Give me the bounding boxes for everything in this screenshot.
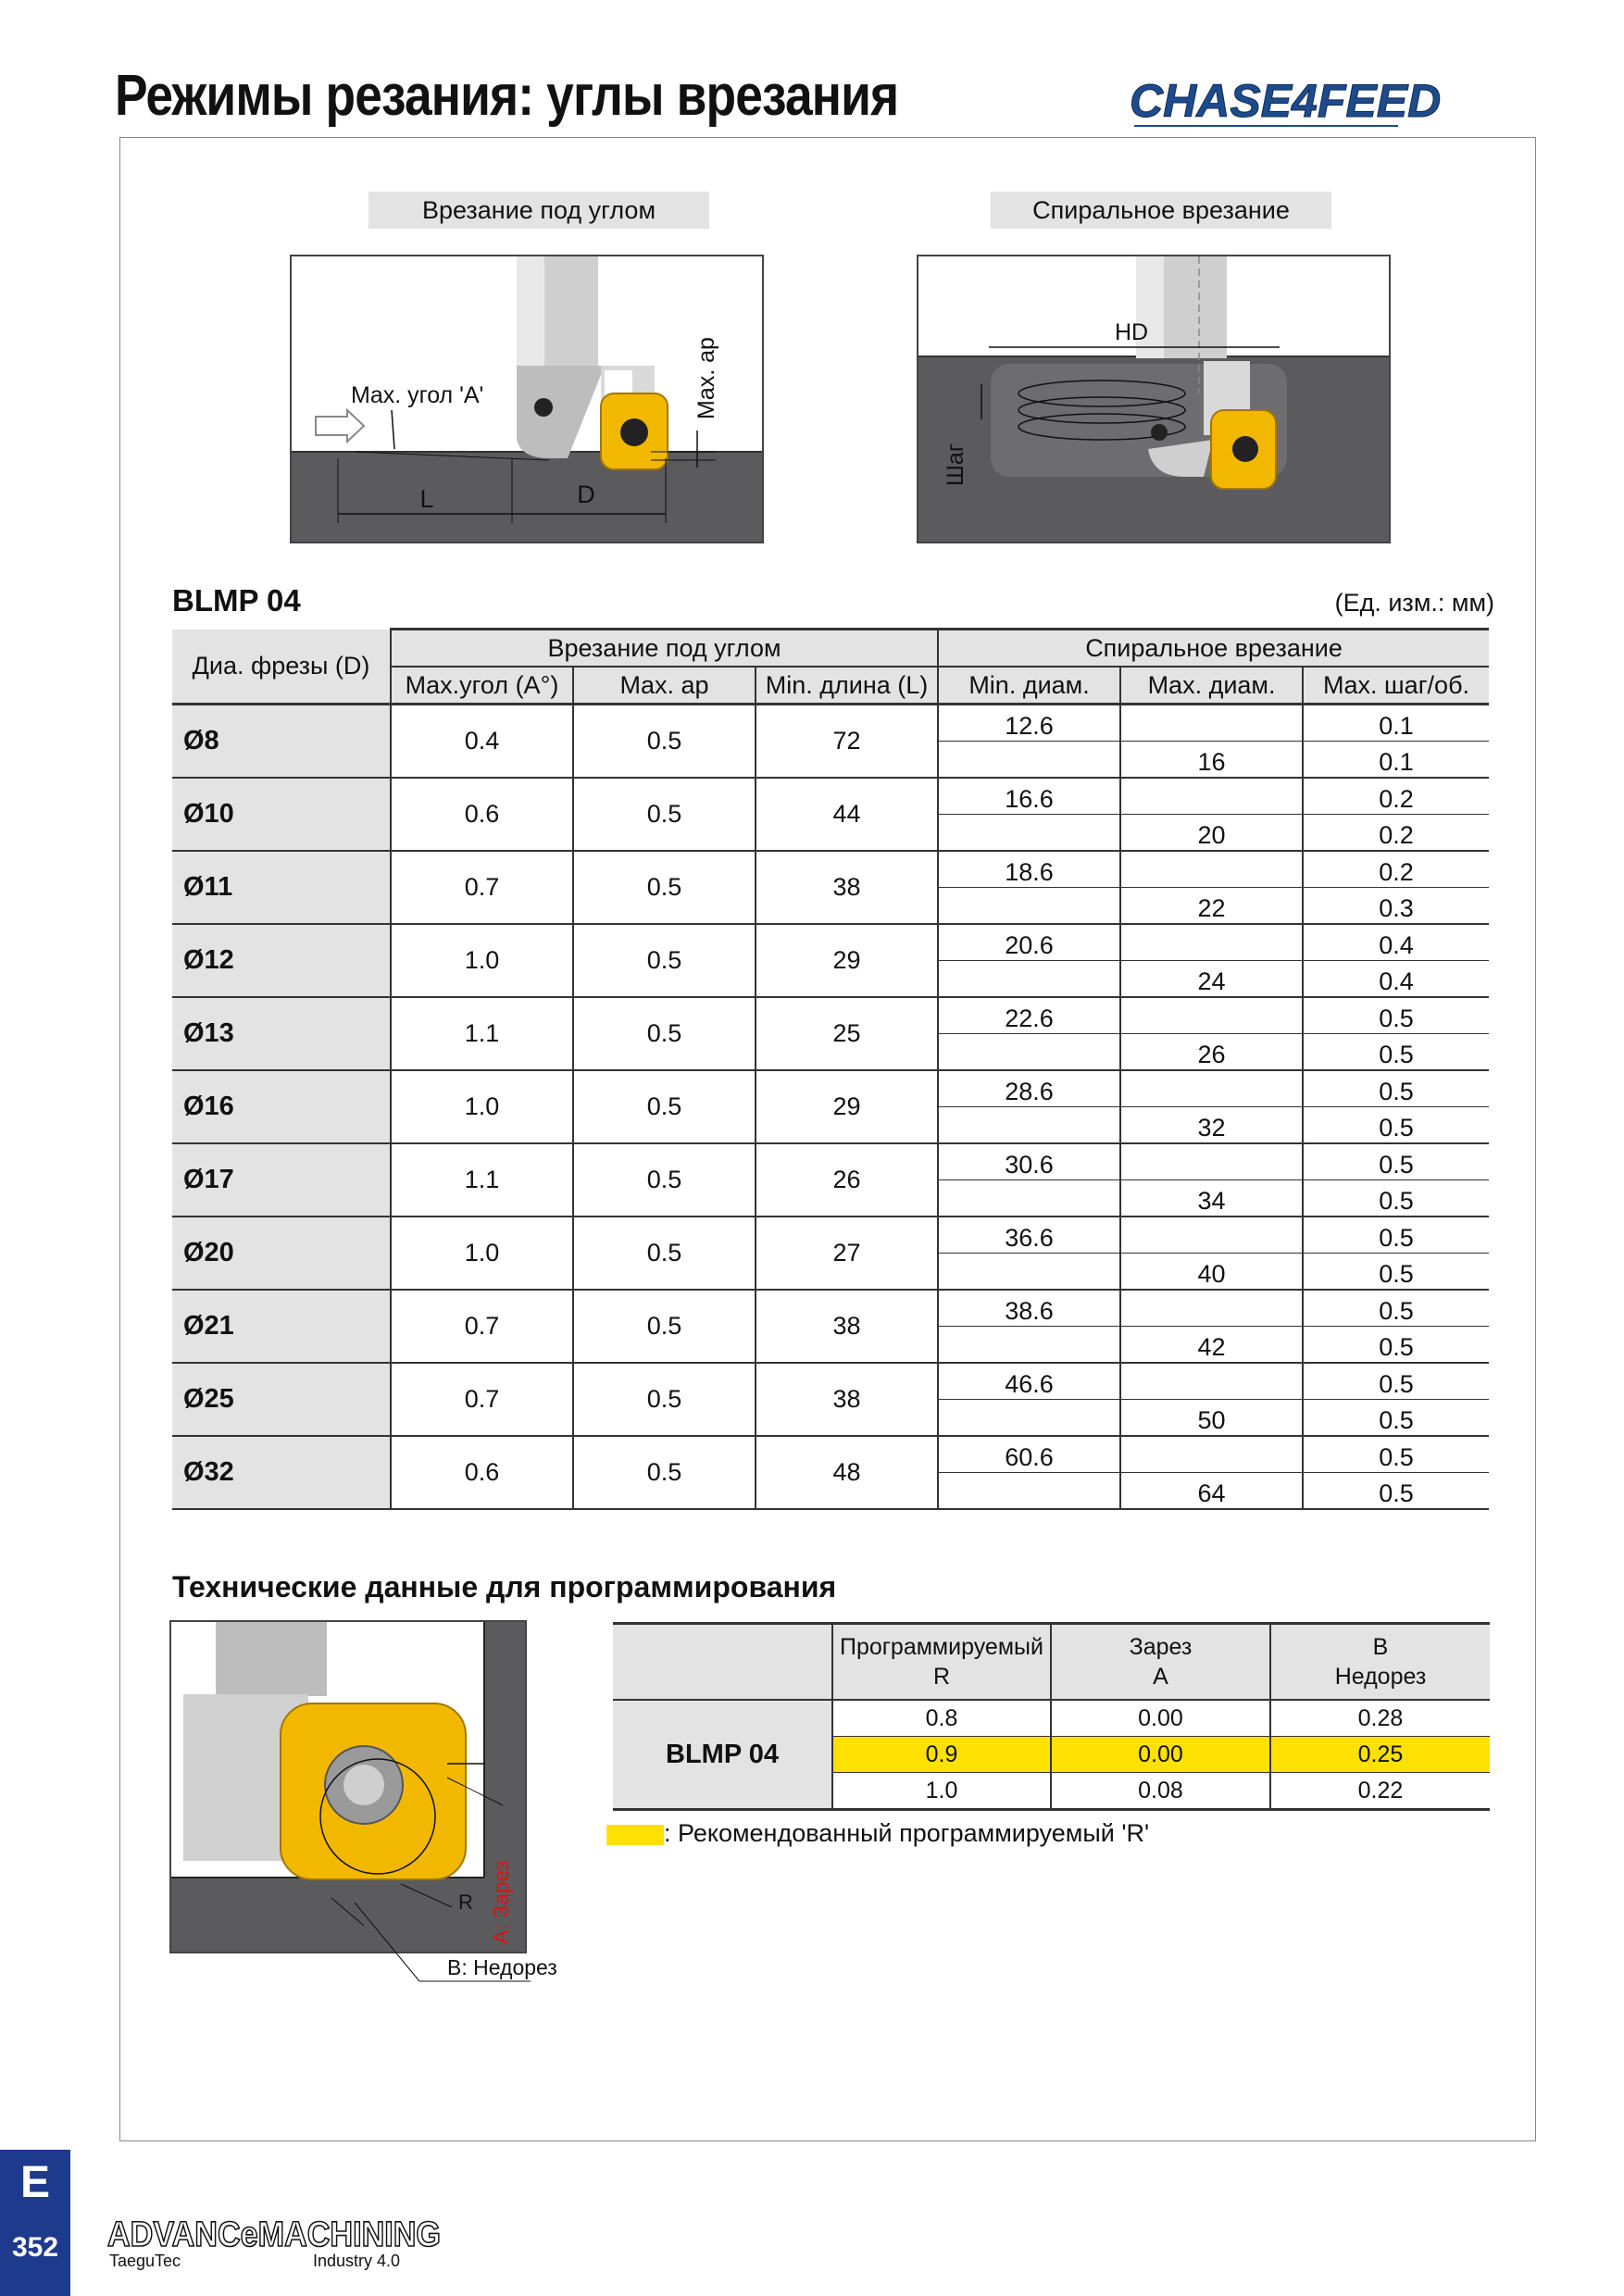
min-dia-empty-cell (938, 1180, 1120, 1217)
legend-swatch (606, 1825, 664, 1845)
max-dia-cell: 32 (1120, 1107, 1303, 1144)
max-angle-cell: 1.0 (391, 924, 573, 997)
table-row (172, 1143, 1489, 1180)
unit-label: (Ед. изм.: мм) (1334, 589, 1494, 617)
dia-cell: Ø10 (172, 778, 391, 851)
table-model: BLMP 04 (172, 583, 301, 618)
min-dia-empty-cell (938, 1034, 1120, 1071)
min-length-cell: 38 (756, 851, 938, 924)
dia-cell: Ø11 (172, 851, 391, 924)
max-dia-cell: 24 (1120, 961, 1303, 998)
min-length-cell: 44 (756, 778, 938, 851)
dia-cell: Ø13 (172, 997, 391, 1070)
max-dia-cell: 16 (1120, 742, 1303, 779)
pitch-label: Шаг (943, 443, 968, 486)
ramp-caption: Врезание под углом (369, 192, 709, 229)
min-dia-empty-cell (938, 888, 1120, 925)
min-dia-cell: 16.6 (938, 778, 1120, 815)
max-dia-cell: 22 (1120, 888, 1303, 925)
min-dia-empty-cell (938, 961, 1120, 998)
brand-right-text: Industry 4.0 (313, 2252, 401, 2270)
dia-cell: Ø12 (172, 924, 391, 997)
table-row (172, 851, 1489, 888)
pitch-cell: 0.5 (1303, 1400, 1489, 1437)
max-dia-empty-cell (1120, 778, 1303, 815)
prog-r-cell: 0.8 (832, 1700, 1051, 1737)
prog-r-cell: 0.9 (832, 1737, 1051, 1773)
pitch-cell: 0.2 (1303, 778, 1489, 815)
max-dia-empty-cell (1120, 1217, 1303, 1254)
cutting-data-table (172, 628, 1489, 1510)
pitch-cell: 0.5 (1303, 1363, 1489, 1400)
max-angle-cell: 0.6 (391, 778, 573, 851)
max-dia-empty-cell (1120, 851, 1303, 888)
min-dia-cell: 60.6 (938, 1436, 1120, 1473)
section-letter: E (19, 2158, 50, 2207)
pitch-cell: 0.1 (1303, 742, 1489, 779)
pitch-cell: 0.5 (1303, 1070, 1489, 1107)
group-header-helix: Спиральное врезание (938, 630, 1489, 668)
table-row (172, 778, 1489, 815)
prog-b-cell: 0.28 (1270, 1700, 1490, 1737)
hd-label: HD (1114, 319, 1149, 345)
prog-r-cell: 1.0 (832, 1773, 1051, 1810)
pitch-cell: 0.1 (1303, 705, 1489, 742)
min-dia-cell: 18.6 (938, 851, 1120, 888)
min-length-cell: 26 (756, 1143, 938, 1217)
min-length-cell: 38 (756, 1290, 938, 1363)
max-angle-label: Max. угол 'A' (351, 382, 484, 408)
prog-header-b (1270, 1624, 1490, 1701)
pitch-cell: 0.5 (1303, 1254, 1489, 1291)
max-dia-empty-cell (1120, 1070, 1303, 1107)
legend-text: : Рекомендованный программируемый 'R' (664, 1819, 1150, 1847)
dia-cell: Ø20 (172, 1217, 391, 1290)
section-tab (0, 2150, 70, 2296)
pitch-cell: 0.5 (1303, 1217, 1489, 1254)
table-row (172, 1436, 1489, 1473)
min-length-cell: 25 (756, 997, 938, 1070)
max-dia-cell: 34 (1120, 1180, 1303, 1217)
max-dia-empty-cell (1120, 997, 1303, 1034)
max-dia-empty-cell (1120, 1143, 1303, 1180)
dia-cell: Ø16 (172, 1070, 391, 1143)
table-row (172, 1363, 1489, 1400)
max-ap-cell: 0.5 (573, 1070, 756, 1143)
max-ap-cell: 0.5 (573, 705, 756, 779)
min-dia-cell: 38.6 (938, 1290, 1120, 1327)
page-title: Режимы резания: углы врезания (115, 64, 899, 128)
table-row (172, 997, 1489, 1034)
dia-cell: Ø21 (172, 1290, 391, 1363)
programming-table (613, 1622, 1490, 1811)
col-header-min-length: Min. длина (L) (756, 667, 938, 705)
min-dia-cell: 12.6 (938, 705, 1120, 742)
max-dia-empty-cell (1120, 1436, 1303, 1473)
dia-cell: Ø8 (172, 705, 391, 779)
logo-text: CHASE4FEED (1130, 75, 1442, 127)
helix-caption: Спиральное врезание (991, 192, 1331, 229)
min-length-cell: 48 (756, 1436, 938, 1509)
group-header-ramp: Врезание под углом (391, 630, 938, 668)
max-angle-cell: 1.0 (391, 1070, 573, 1143)
pitch-cell: 0.2 (1303, 851, 1489, 888)
cutting-data-body (172, 705, 1489, 1510)
max-dia-empty-cell (1120, 705, 1303, 742)
brand-left-text: TaeguTec (109, 2252, 181, 2270)
prog-header-b-line2: Недорез (1334, 1664, 1427, 1690)
b-label: B: Недорез (447, 1955, 557, 1979)
section-title-programming: Технические данные для программирования (172, 1570, 837, 1603)
col-header-max-angle: Max.угол (A°) (391, 667, 573, 705)
prog-a-cell: 0.08 (1051, 1773, 1270, 1810)
prog-header-r (832, 1624, 1051, 1701)
pitch-cell: 0.5 (1303, 1107, 1489, 1144)
length-label: L (419, 485, 434, 513)
min-length-cell: 27 (756, 1217, 938, 1290)
max-ap-cell: 0.5 (573, 851, 756, 924)
legend (606, 1819, 1149, 1848)
pitch-cell: 0.3 (1303, 888, 1489, 925)
min-dia-empty-cell (938, 1400, 1120, 1437)
max-angle-cell: 0.4 (391, 705, 573, 779)
max-ap-label: Max. ap (693, 337, 719, 419)
table-row (172, 1290, 1489, 1327)
r-label: R (458, 1890, 473, 1914)
pitch-cell: 0.5 (1303, 1473, 1489, 1510)
max-angle-cell: 1.0 (391, 1217, 573, 1290)
prog-header-a (1051, 1624, 1270, 1701)
max-dia-cell: 26 (1120, 1034, 1303, 1071)
max-ap-cell: 0.5 (573, 778, 756, 851)
min-length-cell: 38 (756, 1363, 938, 1436)
max-dia-empty-cell (1120, 924, 1303, 961)
advance-machining-logo (107, 2213, 441, 2268)
max-ap-cell: 0.5 (573, 1290, 756, 1363)
min-dia-cell: 20.6 (938, 924, 1120, 961)
pitch-cell: 0.5 (1303, 1143, 1489, 1180)
chase4feed-logo (1120, 72, 1546, 137)
pitch-cell: 0.5 (1303, 1436, 1489, 1473)
max-dia-cell: 20 (1120, 815, 1303, 852)
max-dia-empty-cell (1120, 1363, 1303, 1400)
diameter-label: D (577, 480, 595, 508)
prog-a-cell: 0.00 (1051, 1700, 1270, 1737)
pitch-cell: 0.5 (1303, 1290, 1489, 1327)
helix-diagram (917, 255, 1391, 543)
max-ap-cell: 0.5 (573, 997, 756, 1070)
brand-main-text: ADVANCeMACHINING (107, 2215, 441, 2254)
min-dia-cell: 30.6 (938, 1143, 1120, 1180)
max-angle-cell: 1.1 (391, 997, 573, 1070)
max-ap-cell: 0.5 (573, 1363, 756, 1436)
max-ap-cell: 0.5 (573, 1217, 756, 1290)
prog-header-r-line1: Программируемый (840, 1634, 1043, 1660)
min-length-cell: 29 (756, 1070, 938, 1143)
prog-model-cell: BLMP 04 (613, 1700, 832, 1810)
col-header-max-ap: Max. ap (573, 667, 756, 705)
max-ap-cell: 0.5 (573, 1143, 756, 1217)
col-header-dia: Диа. фрезы (D) (172, 630, 391, 705)
min-length-cell: 29 (756, 924, 938, 997)
min-dia-empty-cell (938, 1473, 1120, 1510)
min-dia-empty-cell (938, 1254, 1120, 1291)
max-dia-cell: 40 (1120, 1254, 1303, 1291)
min-length-cell: 72 (756, 705, 938, 779)
max-angle-cell: 1.1 (391, 1143, 573, 1217)
max-ap-cell: 0.5 (573, 1436, 756, 1509)
min-dia-empty-cell (938, 742, 1120, 779)
max-angle-cell: 0.7 (391, 851, 573, 924)
prog-b-cell: 0.22 (1270, 1773, 1490, 1810)
prog-header-b-line1: B (1372, 1634, 1389, 1660)
dia-cell: Ø17 (172, 1143, 391, 1217)
min-dia-empty-cell (938, 1107, 1120, 1144)
prog-header-r-line2: R (932, 1664, 951, 1690)
ramp-diagram (290, 255, 764, 543)
max-dia-cell: 42 (1120, 1327, 1303, 1364)
table-row (172, 705, 1489, 742)
col-header-min-dia: Min. диам. (938, 667, 1120, 705)
programming-body (613, 1700, 1490, 1810)
a-label: A: Зарез (489, 1860, 513, 1944)
prog-header-a-line2: A (1153, 1664, 1168, 1690)
max-ap-cell: 0.5 (573, 924, 756, 997)
min-dia-cell: 46.6 (938, 1363, 1120, 1400)
page-number: 352 (11, 2232, 59, 2263)
min-dia-empty-cell (938, 1327, 1120, 1364)
programming-diagram (169, 1620, 557, 1990)
col-header-max-dia: Max. диам. (1120, 667, 1303, 705)
table-row (172, 924, 1489, 961)
max-angle-cell: 0.7 (391, 1290, 573, 1363)
pitch-cell: 0.5 (1303, 1034, 1489, 1071)
max-dia-cell: 50 (1120, 1400, 1303, 1437)
max-dia-cell: 64 (1120, 1473, 1303, 1510)
min-dia-cell: 28.6 (938, 1070, 1120, 1107)
prog-row (613, 1700, 1490, 1737)
max-dia-empty-cell (1120, 1290, 1303, 1327)
table-row (172, 1070, 1489, 1107)
max-angle-cell: 0.6 (391, 1436, 573, 1509)
prog-header-blank (613, 1624, 832, 1701)
table-row (172, 1217, 1489, 1254)
pitch-cell: 0.2 (1303, 815, 1489, 852)
pitch-cell: 0.5 (1303, 1327, 1489, 1364)
min-dia-cell: 36.6 (938, 1217, 1120, 1254)
max-angle-cell: 0.7 (391, 1363, 573, 1436)
dia-cell: Ø25 (172, 1363, 391, 1436)
pitch-cell: 0.4 (1303, 961, 1489, 998)
prog-a-cell: 0.00 (1051, 1737, 1270, 1773)
col-header-max-pitch: Max. шаг/об. (1303, 667, 1489, 705)
min-dia-empty-cell (938, 815, 1120, 852)
pitch-cell: 0.5 (1303, 997, 1489, 1034)
dia-cell: Ø32 (172, 1436, 391, 1509)
min-dia-cell: 22.6 (938, 997, 1120, 1034)
prog-header-a-line1: Зарез (1129, 1634, 1193, 1660)
pitch-cell: 0.5 (1303, 1180, 1489, 1217)
prog-b-cell: 0.25 (1270, 1737, 1490, 1773)
pitch-cell: 0.4 (1303, 924, 1489, 961)
